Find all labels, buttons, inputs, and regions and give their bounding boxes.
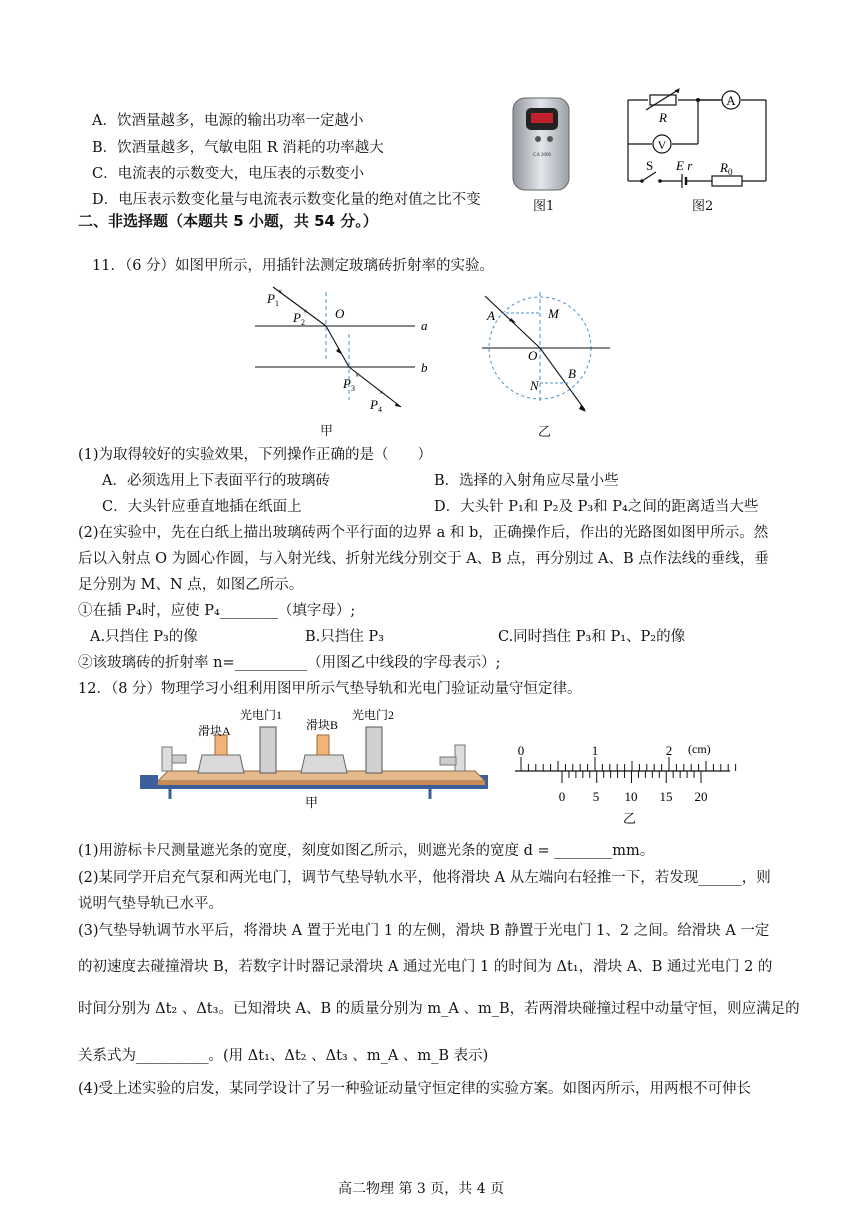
svg-text:P2: $P_2$: [293, 310, 305, 327]
svg-text:15: 15: [659, 789, 673, 804]
svg-text:×: ×: [278, 287, 283, 296]
q11-part2-line1: (2)在实验中，先在白纸上描出玻璃砖两个平行面的边界 a 和 b，正确操作后，作出的光路图如图甲所示。然: [78, 525, 769, 541]
section-heading: 二、非选择题（本题共 5 小题，共 54 分。）: [78, 212, 378, 230]
air-track-figure: [140, 705, 490, 810]
svg-text:×: ×: [303, 307, 308, 316]
svg-text:B: B: [568, 366, 576, 381]
svg-text:b: b: [421, 360, 428, 375]
q12-stem: 12．（8 分）物理学习小组利用图甲所示气垫导轨和光电门验证动量守恒定律。: [78, 681, 582, 697]
q10-option-b: B．饮酒量越多，气敏电阻 R 消耗的功率越大: [92, 140, 384, 156]
figure-jia-caption: 甲: [320, 424, 334, 439]
figure-yi-caption: 乙: [538, 425, 552, 440]
q11-part1: (1)为取得较好的实验效果，下列操作正确的是（ ）: [78, 447, 433, 463]
q11-part1-c: C．大头针应垂直地插在纸面上: [102, 499, 302, 515]
q12-part4: (4)受上述实验的启发，某同学设计了另一种验证动量守恒定律的实验方案。如图丙所示，用两根不可伸长: [78, 1081, 752, 1097]
svg-text:P3: $P_3$: [343, 376, 355, 393]
slider-b-label: 滑块B: [306, 718, 339, 732]
q12-part2-line2: 说明气垫导轨已水平。: [78, 896, 223, 912]
q11-part1-d: D．大头针 P₁和 P₂及 P₃和 P₄之间的距离适当大些: [434, 499, 759, 515]
figure1-caption: 图1: [533, 199, 555, 214]
q11-part1-b: B．选择的入射角应尽量小些: [434, 473, 619, 489]
svg-text:1: 1: [591, 743, 599, 758]
svg-text:2: 2: [665, 743, 673, 758]
vernier-figure: [510, 735, 740, 827]
q11-part2-line2: 后以入射点 O 为圆心作圆，与入射光线、折射光线分别交于 A、B 点，再分别过 A、B 点作法线的垂线，垂: [78, 551, 769, 567]
q11-part2-sub1: ①在插 P₄时，应使 P₄________（填字母）;: [78, 603, 356, 619]
gate2-label: 光电门2: [352, 708, 395, 722]
q12-part3-line4: 关系式为__________。(用 Δt₁、Δt₂ 、Δt₃ 、m_A 、m_B 表示): [78, 1048, 489, 1064]
svg-text:0: 0: [517, 743, 525, 758]
svg-text:a: a: [421, 318, 428, 333]
refraction-figure-yi: [482, 292, 612, 424]
q11-part2-sub1-c: C.同时挡住 P₃和 P₁、P₂的像: [498, 629, 686, 645]
q12-part2-line1: (2)某同学开启充气泵和两光电门，调节气垫导轨水平，他将滑块 A 从左端向右轻推一下，若发现______，则: [78, 870, 771, 886]
q11-stem: 11．（6 分）如图甲所示，用插针法测定玻璃砖折射率的实验。: [92, 258, 495, 274]
device-label: CA 2000: [533, 153, 551, 158]
page-footer: 高二物理 第 3 页，共 4 页: [338, 1181, 505, 1197]
q10-option-c: C．电流表的示数变大，电压表的示数变小: [92, 166, 365, 182]
svg-text:×: ×: [379, 388, 384, 397]
q11-part2-line3: 足分别为 M、N 点，如图乙所示。: [78, 577, 304, 593]
slider-a-label: 滑块A: [198, 724, 231, 738]
svg-text:O: O: [528, 348, 538, 363]
q12-part3-line1: (3)气垫导轨调节水平后，将滑块 A 置于光电门 1 的左侧，滑块 B 静置于光电门 1、2 之间。给滑块 A 一定: [78, 923, 770, 939]
gate1-label: 光电门1: [240, 708, 283, 722]
figure2-caption: 图2: [692, 199, 714, 214]
svg-text:R0: [719, 160, 733, 177]
r0-sub: 0: [727, 167, 733, 177]
svg-text:10: 10: [624, 789, 638, 804]
q12-part1: (1)用游标卡尺测量遮光条的宽度，刻度如图乙所示，则遮光条的宽度 d = ________mm。: [78, 843, 655, 859]
battery-label: E r: [676, 158, 693, 173]
figure-jia-caption-2: 甲: [305, 795, 319, 810]
svg-text:N: N: [530, 378, 539, 393]
resistor-r-label: R: [659, 110, 667, 125]
svg-text:M: M: [548, 306, 559, 321]
q11-part2-sub1-a: A.只挡住 P₃的像: [90, 629, 198, 645]
svg-text:P1: $P_1$: [267, 291, 279, 308]
svg-text:0: 0: [558, 789, 566, 804]
svg-text:乙: 乙: [623, 811, 637, 826]
svg-text:5: 5: [592, 789, 600, 804]
ammeter-label: A: [726, 93, 736, 108]
svg-text:A: A: [487, 308, 495, 323]
q11-part1-a: A．必须选用上下表面平行的玻璃砖: [102, 473, 330, 489]
q10-option-a: A．饮酒量越多，电源的输出功率一定越小: [92, 113, 364, 129]
q12-part3-line3: 时间分别为 Δt₂ 、Δt₃。已知滑块 A、B 的质量分别为 m_A 、m_B，若两滑块碰撞过程中动量守恒，则应满足的: [78, 1001, 800, 1017]
refraction-figure-jia: [255, 282, 440, 422]
q11-part2-sub2: ②该玻璃砖的折射率 n=__________（用图乙中线段的字母表示）;: [78, 655, 501, 671]
svg-text:20: 20: [694, 789, 708, 804]
voltmeter-label: V: [657, 138, 667, 152]
r0-label: R: [720, 160, 728, 175]
svg-text:×: ×: [355, 371, 360, 380]
svg-text:O: O: [335, 306, 345, 321]
q11-part2-sub1-b: B.只挡住 P₃: [305, 629, 384, 645]
q10-option-d: D．电压表示数变化量与电流表示数变化量的绝对值之比不变: [92, 192, 481, 208]
breathalyzer-figure: [510, 94, 576, 194]
circuit-figure: [620, 86, 780, 196]
svg-text:P4: $P_4$: [370, 397, 382, 414]
q12-part3-line2: 的初速度去碰撞滑块 B，若数字计时器记录滑块 A 通过光电门 1 的时间为 Δt₁，滑块 A、B 通过光电门 2 的: [78, 959, 773, 975]
svg-text:(cm): (cm): [688, 742, 711, 756]
switch-label: S: [646, 158, 654, 173]
